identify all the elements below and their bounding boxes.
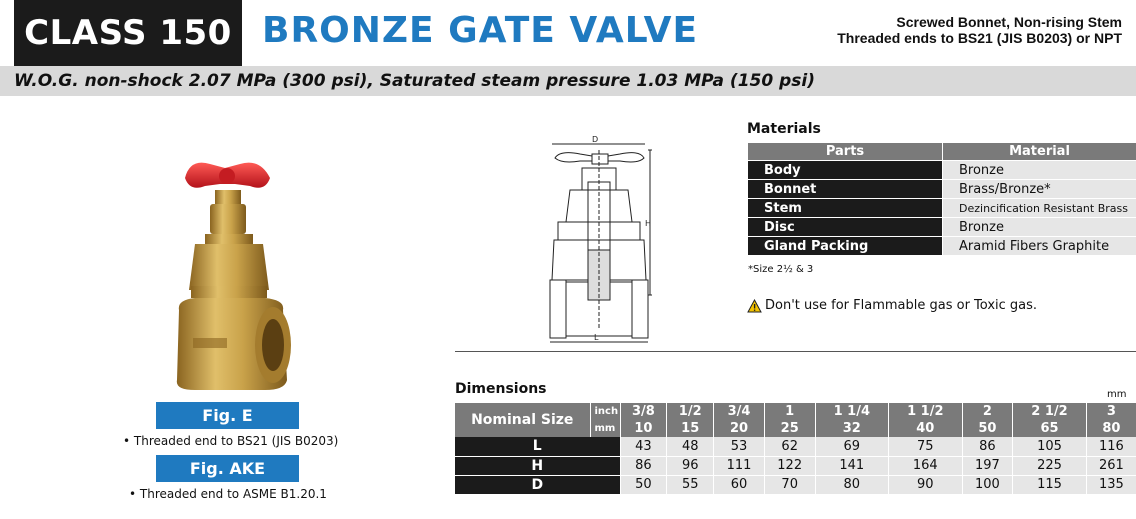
material-name: Brass/Bronze* bbox=[943, 180, 1136, 199]
section-divider bbox=[455, 351, 1136, 352]
safety-warning bbox=[747, 298, 1037, 313]
material-row bbox=[748, 218, 1136, 237]
pressure-rating: W.O.G. non-shock 2.07 MPa (300 psi), Saturated steam pressure 1.03 MPa (150 psi) bbox=[0, 66, 1136, 96]
dim-value: 60 bbox=[714, 475, 765, 494]
inch-size: 3 bbox=[1086, 403, 1136, 419]
dimension-row-d bbox=[455, 475, 1136, 494]
nominal-size-label: Nominal Size bbox=[455, 403, 590, 437]
dimensions-table bbox=[455, 403, 1136, 495]
part-name: Body bbox=[748, 161, 943, 180]
dim-value: 53 bbox=[714, 437, 765, 456]
part-name: Stem bbox=[748, 199, 943, 218]
material-name: Bronze bbox=[943, 218, 1136, 237]
dim-value: 164 bbox=[889, 456, 962, 475]
dim-value: 43 bbox=[620, 437, 667, 456]
fig-e-note: • Threaded end to BS21 (JIS B0203) bbox=[123, 434, 339, 448]
col-parts: Parts bbox=[748, 143, 943, 161]
product-title: BRONZE GATE VALVE bbox=[262, 10, 699, 51]
mm-size: 80 bbox=[1086, 419, 1136, 437]
inch-size: 1 1/4 bbox=[815, 403, 888, 419]
handwheel-icon bbox=[185, 163, 270, 188]
inch-size: 3/8 bbox=[620, 403, 667, 419]
dim-value: 116 bbox=[1086, 437, 1136, 456]
dim-value: 48 bbox=[667, 437, 714, 456]
mm-size: 10 bbox=[620, 419, 667, 437]
mm-size: 15 bbox=[667, 419, 714, 437]
materials-table bbox=[747, 142, 1136, 256]
dimensions-title: Dimensions bbox=[455, 381, 547, 397]
col-material: Material bbox=[943, 143, 1136, 161]
dim-value: 86 bbox=[962, 437, 1013, 456]
dim-value: 62 bbox=[764, 437, 815, 456]
part-name: Bonnet bbox=[748, 180, 943, 199]
dimensions-unit: mm bbox=[1107, 389, 1127, 400]
dim-value: 50 bbox=[620, 475, 667, 494]
dim-value: 96 bbox=[667, 456, 714, 475]
dim-value: 55 bbox=[667, 475, 714, 494]
inch-size: 2 1/2 bbox=[1013, 403, 1086, 419]
inch-unit-label: inch bbox=[590, 403, 620, 419]
spec-summary bbox=[837, 14, 1122, 46]
warning-icon bbox=[747, 299, 762, 313]
valve-photo bbox=[165, 150, 300, 398]
materials-title: Materials bbox=[747, 121, 821, 137]
material-row bbox=[748, 199, 1136, 218]
material-row bbox=[748, 237, 1136, 256]
dim-value: 86 bbox=[620, 456, 667, 475]
dim-value: 225 bbox=[1013, 456, 1086, 475]
part-name: Disc bbox=[748, 218, 943, 237]
dim-value: 70 bbox=[764, 475, 815, 494]
mm-size: 25 bbox=[764, 419, 815, 437]
dim-value: 261 bbox=[1086, 456, 1136, 475]
inch-size: 3/4 bbox=[714, 403, 765, 419]
dim-value: 90 bbox=[889, 475, 962, 494]
material-name: Dezincification Resistant Brass bbox=[943, 199, 1136, 218]
dim-value: 115 bbox=[1013, 475, 1086, 494]
dim-d-label: D bbox=[592, 135, 599, 144]
mm-size: 65 bbox=[1013, 419, 1086, 437]
spec-line-1: Screwed Bonnet, Non-rising Stem bbox=[896, 14, 1122, 30]
dim-value: 197 bbox=[962, 456, 1013, 475]
fig-ake-label: Fig. AKE bbox=[156, 455, 299, 482]
material-name: Aramid Fibers Graphite bbox=[943, 237, 1136, 256]
row-label: L bbox=[455, 437, 620, 456]
dim-value: 105 bbox=[1013, 437, 1086, 456]
spec-line-2: Threaded ends to BS21 (JIS B0203) or NPT bbox=[837, 30, 1122, 46]
part-name: Gland Packing bbox=[748, 237, 943, 256]
dim-value: 80 bbox=[815, 475, 888, 494]
dim-value: 135 bbox=[1086, 475, 1136, 494]
material-row bbox=[748, 161, 1136, 180]
row-label: H bbox=[455, 456, 620, 475]
materials-footnote: *Size 2½ & 3 bbox=[748, 264, 814, 275]
fig-ake-note: • Threaded end to ASME B1.20.1 bbox=[129, 487, 327, 501]
warning-text: Don't use for Flammable gas or Toxic gas. bbox=[765, 298, 1038, 313]
dimension-row-l bbox=[455, 437, 1136, 456]
row-label: D bbox=[455, 475, 620, 494]
material-row bbox=[748, 180, 1136, 199]
dim-value: 111 bbox=[714, 456, 765, 475]
dim-value: 122 bbox=[764, 456, 815, 475]
dim-l-label: L bbox=[594, 333, 599, 342]
mm-size: 50 bbox=[962, 419, 1013, 437]
dim-value: 141 bbox=[815, 456, 888, 475]
material-name: Bronze bbox=[943, 161, 1136, 180]
cross-section-drawing bbox=[540, 130, 670, 345]
mm-size: 40 bbox=[889, 419, 962, 437]
dim-value: 75 bbox=[889, 437, 962, 456]
dim-h-label: H bbox=[645, 219, 652, 228]
inch-size: 1 1/2 bbox=[889, 403, 962, 419]
dimension-row-h bbox=[455, 456, 1136, 475]
mm-size: 32 bbox=[815, 419, 888, 437]
class-label: CLASS 150 bbox=[14, 0, 242, 66]
inch-size: 1 bbox=[764, 403, 815, 419]
mm-size: 20 bbox=[714, 419, 765, 437]
dim-value: 100 bbox=[962, 475, 1013, 494]
fig-e-label: Fig. E bbox=[156, 402, 299, 429]
mm-unit-label: mm bbox=[590, 419, 620, 437]
inch-size-row bbox=[455, 403, 1136, 419]
inch-size: 2 bbox=[962, 403, 1013, 419]
header bbox=[0, 0, 1136, 66]
inch-size: 1/2 bbox=[667, 403, 714, 419]
dim-value: 69 bbox=[815, 437, 888, 456]
